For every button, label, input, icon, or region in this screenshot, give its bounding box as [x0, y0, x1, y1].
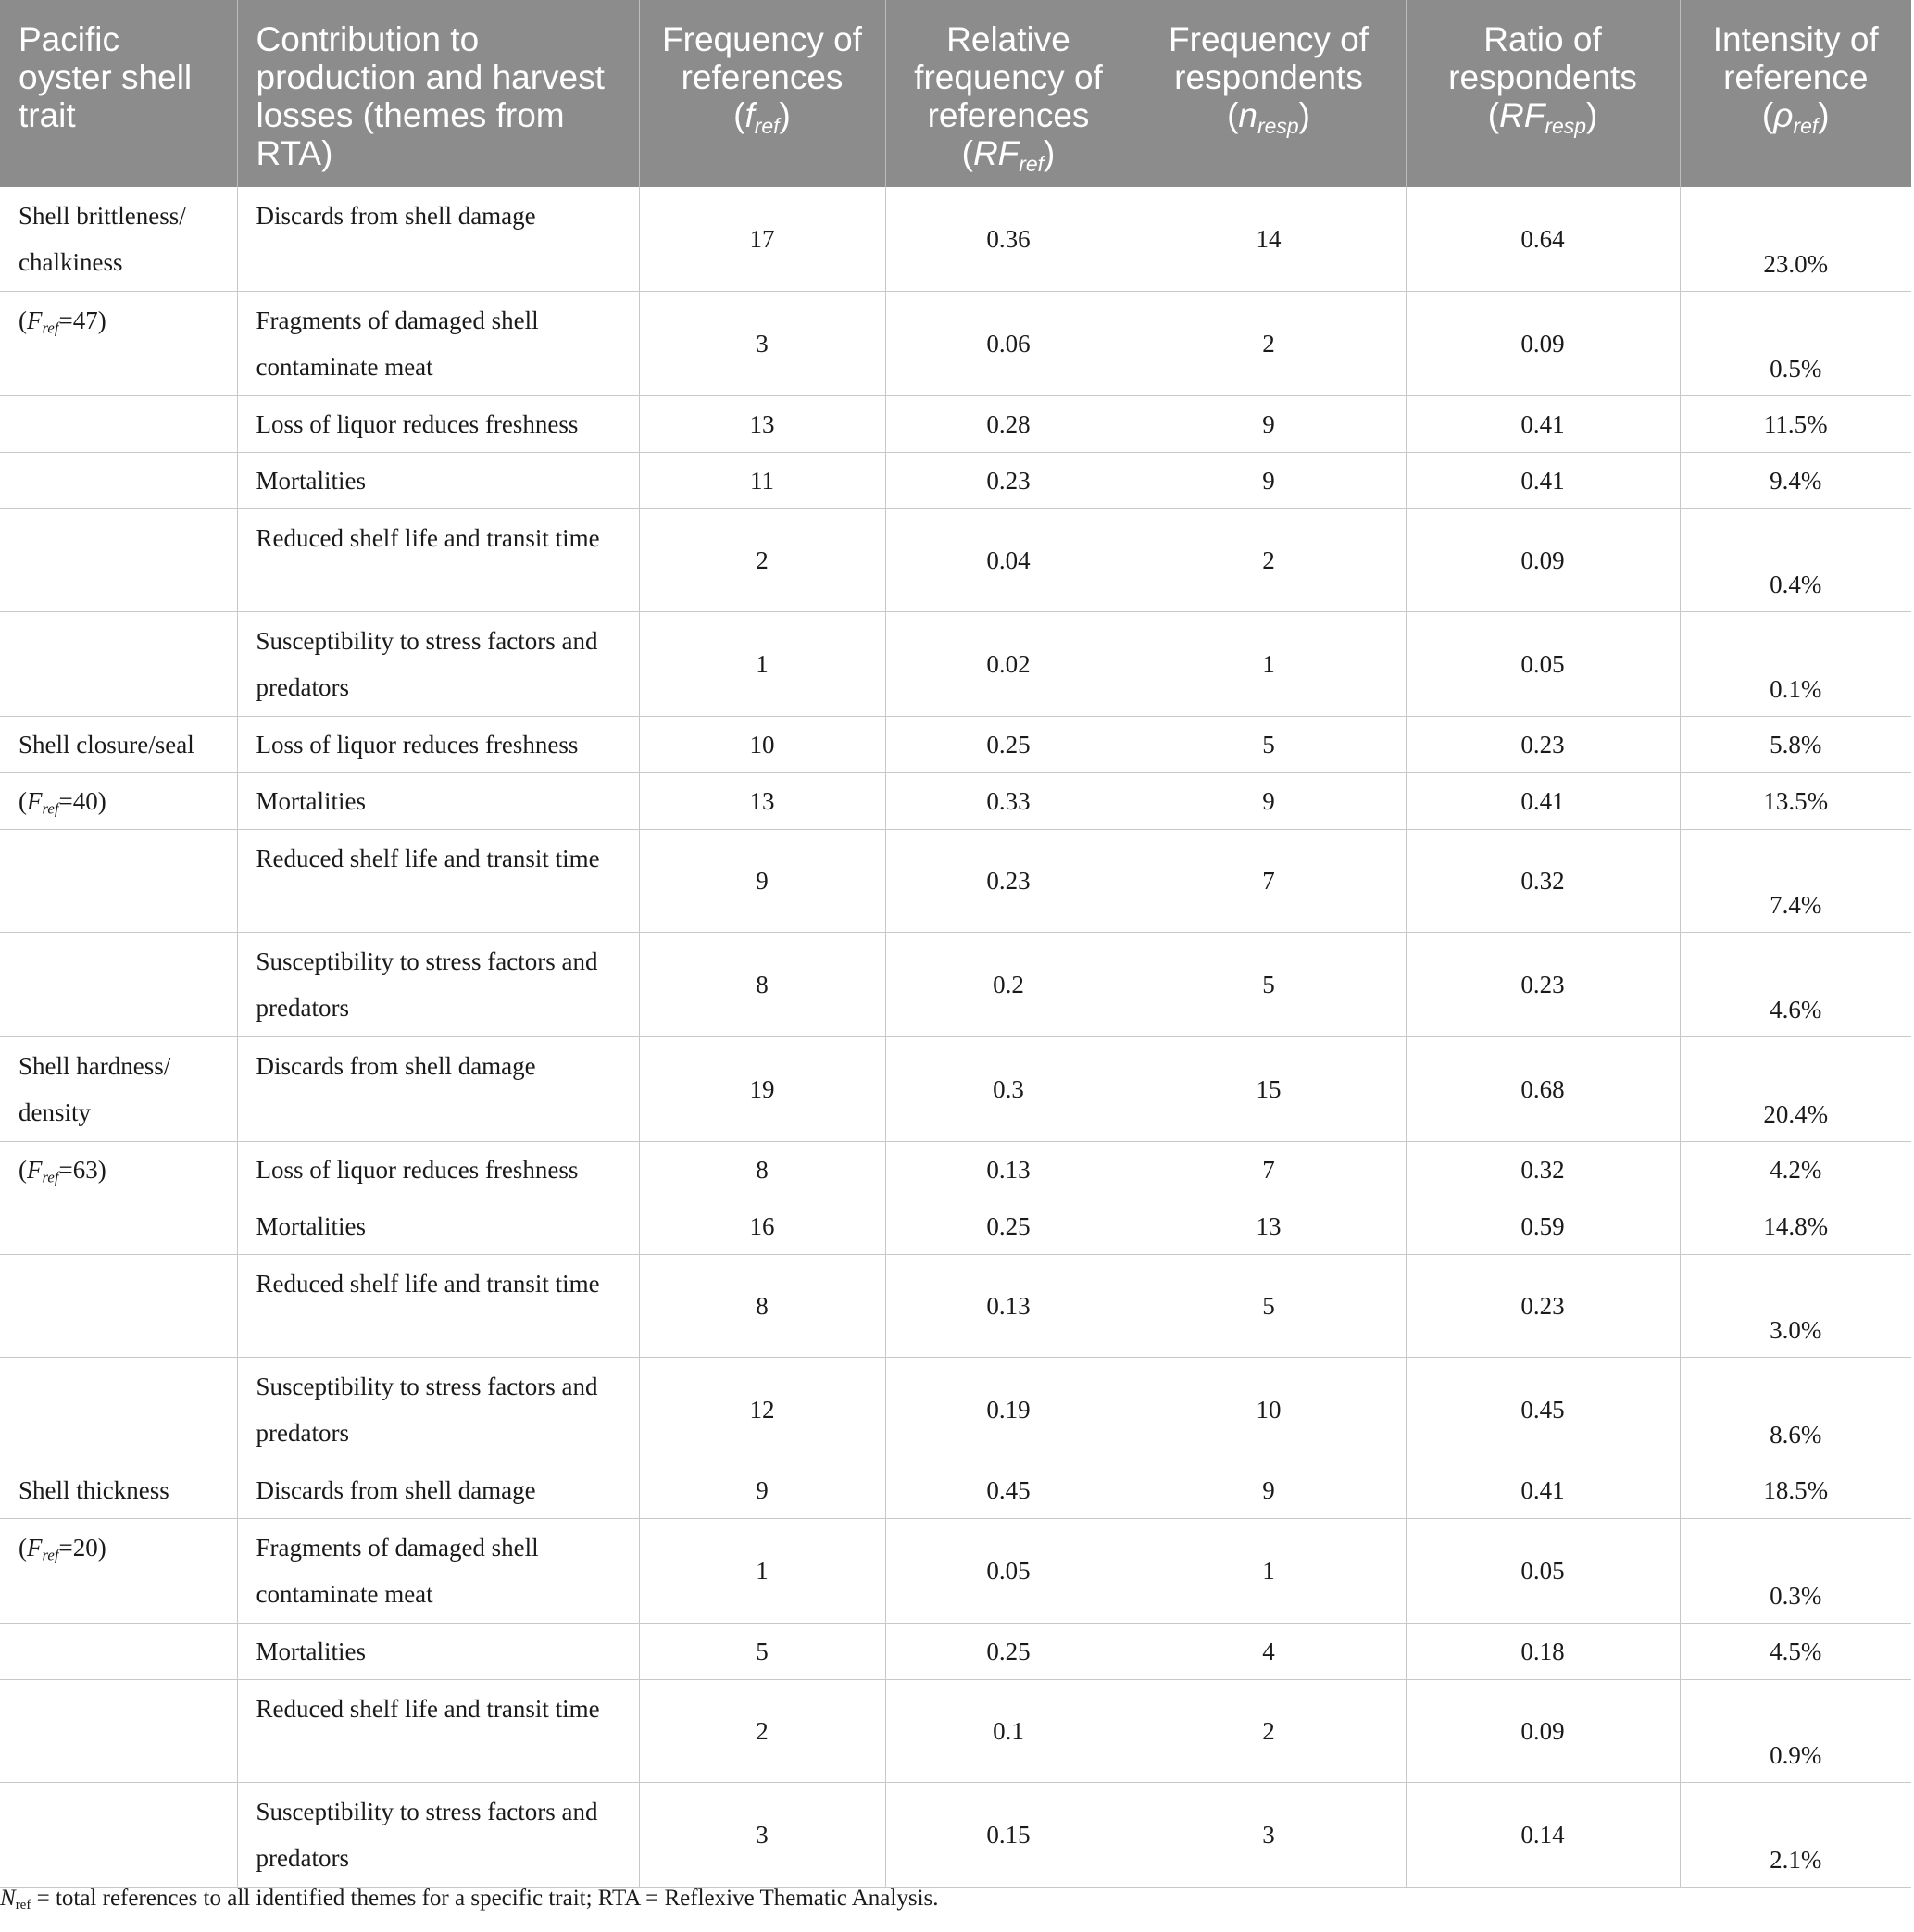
cell-rfresp: 0.59 — [1406, 1198, 1680, 1255]
table-body — [0, 187, 1911, 1888]
cell-fref: 2 — [639, 1680, 885, 1783]
table-row — [0, 1255, 1911, 1358]
cell-trait — [0, 509, 237, 612]
cell-rfresp: 0.32 — [1406, 830, 1680, 933]
cell-trait — [0, 396, 237, 453]
cell-fref: 19 — [639, 1037, 885, 1142]
cell-theme: Reduced shelf life and transit time — [237, 509, 639, 612]
cell-theme: Loss of liquor reduces freshness — [237, 396, 639, 453]
cell-nresp: 7 — [1132, 830, 1406, 933]
cell-intensity: 0.3% — [1680, 1519, 1911, 1624]
cell-nresp: 14 — [1132, 187, 1406, 292]
cell-rfresp: 0.41 — [1406, 773, 1680, 830]
cell-rfref: 0.28 — [885, 396, 1132, 453]
cell-trait — [0, 773, 237, 830]
header-trait: Pacific oyster shell trait — [0, 0, 237, 187]
cell-rfresp: 0.41 — [1406, 396, 1680, 453]
cell-rfref: 0.25 — [885, 1198, 1132, 1255]
cell-fref: 8 — [639, 1255, 885, 1358]
cell-nresp: 3 — [1132, 1783, 1406, 1888]
cell-trait — [0, 1198, 237, 1255]
cell-rfref: 0.2 — [885, 933, 1132, 1037]
cell-fref: 3 — [639, 1783, 885, 1888]
cell-intensity: 11.5% — [1680, 396, 1911, 453]
cell-theme: Discards from shell damage — [237, 187, 639, 292]
cell-intensity: 4.6% — [1680, 933, 1911, 1037]
cell-nresp: 13 — [1132, 1198, 1406, 1255]
table-row — [0, 1462, 1911, 1519]
cell-fref: 1 — [639, 612, 885, 717]
cell-fref: 17 — [639, 187, 885, 292]
cell-trait: Shell brittleness/ chalkiness — [0, 187, 237, 292]
cell-intensity: 7.4% — [1680, 830, 1911, 933]
header-intensity: Intensity of reference (ρref) — [1680, 0, 1911, 187]
cell-rfresp: 0.45 — [1406, 1358, 1680, 1462]
cell-fref: 12 — [639, 1358, 885, 1462]
cell-trait — [0, 1519, 237, 1624]
cell-nresp: 5 — [1132, 933, 1406, 1037]
cell-nresp: 7 — [1132, 1142, 1406, 1198]
cell-nresp: 1 — [1132, 1519, 1406, 1624]
cell-trait — [0, 1783, 237, 1888]
cell-rfref: 0.33 — [885, 773, 1132, 830]
cell-rfresp: 0.05 — [1406, 1519, 1680, 1624]
trait-total: $(F_{ref}=63)$ — [19, 1156, 106, 1186]
cell-theme: Fragments of damaged shell contaminate meat — [237, 1519, 639, 1624]
cell-fref: 3 — [639, 292, 885, 396]
table-footnote: $N_{ref}$ = total references to all identified themes for a specific trait; RTA = Reflexive Thematic Analysis. — [0, 1886, 939, 1913]
cell-fref: 1 — [639, 1519, 885, 1624]
table-row — [0, 717, 1911, 773]
cell-fref: 2 — [639, 509, 885, 612]
trait-total: $(F_{ref}=47)$ — [19, 307, 106, 337]
cell-trait: Shell closure/seal — [0, 717, 237, 773]
cell-rfresp: 0.23 — [1406, 717, 1680, 773]
cell-rfresp: 0.23 — [1406, 933, 1680, 1037]
cell-intensity: 0.5% — [1680, 292, 1911, 396]
cell-nresp: 5 — [1132, 1255, 1406, 1358]
table-row — [0, 1680, 1911, 1783]
cell-rfref: 0.02 — [885, 612, 1132, 717]
cell-rfresp: 0.09 — [1406, 292, 1680, 396]
cell-fref: 16 — [639, 1198, 885, 1255]
cell-trait — [0, 1255, 237, 1358]
cell-nresp: 2 — [1132, 1680, 1406, 1783]
cell-theme: Mortalities — [237, 1624, 639, 1680]
table-row — [0, 933, 1911, 1037]
header-nresp: Frequency of respondents (nresp) — [1132, 0, 1406, 187]
cell-theme: Susceptibility to stress factors and predators — [237, 933, 639, 1037]
cell-fref: 13 — [639, 396, 885, 453]
cell-intensity: 8.6% — [1680, 1358, 1911, 1462]
cell-intensity: 0.1% — [1680, 612, 1911, 717]
table-row — [0, 1037, 1911, 1142]
cell-intensity: 0.9% — [1680, 1680, 1911, 1783]
cell-theme: Loss of liquor reduces freshness — [237, 717, 639, 773]
table-row — [0, 1624, 1911, 1680]
cell-fref: 13 — [639, 773, 885, 830]
table-row — [0, 187, 1911, 292]
table-row — [0, 1358, 1911, 1462]
cell-trait — [0, 830, 237, 933]
cell-rfresp: 0.64 — [1406, 187, 1680, 292]
cell-rfresp: 0.41 — [1406, 453, 1680, 509]
cell-nresp: 9 — [1132, 453, 1406, 509]
cell-nresp: 10 — [1132, 1358, 1406, 1462]
table-row — [0, 830, 1911, 933]
cell-theme: Loss of liquor reduces freshness — [237, 1142, 639, 1198]
table-row — [0, 1198, 1911, 1255]
cell-theme: Susceptibility to stress factors and predators — [237, 1358, 639, 1462]
cell-theme: Reduced shelf life and transit time — [237, 1255, 639, 1358]
cell-nresp: 1 — [1132, 612, 1406, 717]
trait-total: $(F_{ref}=40)$ — [19, 787, 106, 818]
table-row — [0, 453, 1911, 509]
cell-theme: Reduced shelf life and transit time — [237, 830, 639, 933]
cell-trait — [0, 1680, 237, 1783]
cell-rfresp: 0.09 — [1406, 509, 1680, 612]
cell-intensity: 23.0% — [1680, 187, 1911, 292]
cell-fref: 5 — [639, 1624, 885, 1680]
cell-rfref: 0.1 — [885, 1680, 1132, 1783]
cell-rfref: 0.36 — [885, 187, 1132, 292]
cell-theme: Discards from shell damage — [237, 1037, 639, 1142]
cell-nresp: 2 — [1132, 509, 1406, 612]
cell-nresp: 15 — [1132, 1037, 1406, 1142]
header-rfref: Relative frequency of references (RFref) — [885, 0, 1132, 187]
cell-intensity: 20.4% — [1680, 1037, 1911, 1142]
cell-trait — [0, 453, 237, 509]
cell-trait: Shell thickness — [0, 1462, 237, 1519]
cell-rfresp: 0.41 — [1406, 1462, 1680, 1519]
cell-nresp: 9 — [1132, 396, 1406, 453]
cell-rfref: 0.04 — [885, 509, 1132, 612]
table-row — [0, 1519, 1911, 1624]
cell-trait — [0, 933, 237, 1037]
cell-nresp: 9 — [1132, 773, 1406, 830]
table-row — [0, 396, 1911, 453]
cell-intensity: 4.2% — [1680, 1142, 1911, 1198]
cell-theme: Discards from shell damage — [237, 1462, 639, 1519]
table-header — [0, 0, 1911, 187]
cell-nresp: 2 — [1132, 292, 1406, 396]
cell-fref: 8 — [639, 933, 885, 1037]
cell-rfresp: 0.14 — [1406, 1783, 1680, 1888]
cell-trait — [0, 1624, 237, 1680]
cell-rfref: 0.45 — [885, 1462, 1132, 1519]
cell-fref: 10 — [639, 717, 885, 773]
header-rfresp: Ratio of respondents (RFresp) — [1406, 0, 1680, 187]
cell-fref: 9 — [639, 830, 885, 933]
cell-rfresp: 0.18 — [1406, 1624, 1680, 1680]
cell-nresp: 5 — [1132, 717, 1406, 773]
cell-intensity: 4.5% — [1680, 1624, 1911, 1680]
cell-theme: Fragments of damaged shell contaminate meat — [237, 292, 639, 396]
cell-intensity: 14.8% — [1680, 1198, 1911, 1255]
cell-fref: 11 — [639, 453, 885, 509]
cell-theme: Mortalities — [237, 453, 639, 509]
cell-trait: Shell hardness/ density — [0, 1037, 237, 1142]
cell-intensity: 13.5% — [1680, 773, 1911, 830]
cell-trait — [0, 292, 237, 396]
cell-theme: Reduced shelf life and transit time — [237, 1680, 639, 1783]
table-row — [0, 1142, 1911, 1198]
cell-rfresp: 0.68 — [1406, 1037, 1680, 1142]
table-row — [0, 1783, 1911, 1888]
cell-theme: Mortalities — [237, 773, 639, 830]
cell-rfresp: 0.09 — [1406, 1680, 1680, 1783]
table-row — [0, 773, 1911, 830]
table-row — [0, 612, 1911, 717]
cell-rfresp: 0.32 — [1406, 1142, 1680, 1198]
header-theme: Contribution to production and harvest losses (themes from RTA) — [237, 0, 639, 187]
cell-rfref: 0.06 — [885, 292, 1132, 396]
cell-rfref: 0.25 — [885, 717, 1132, 773]
cell-rfref: 0.05 — [885, 1519, 1132, 1624]
cell-intensity: 5.8% — [1680, 717, 1911, 773]
header-fref: Frequency of references (fref) — [639, 0, 885, 187]
trait-total: $(F_{ref}=20)$ — [19, 1534, 106, 1564]
table-row — [0, 292, 1911, 396]
cell-rfref: 0.15 — [885, 1783, 1132, 1888]
cell-trait — [0, 1142, 237, 1198]
cell-theme: Susceptibility to stress factors and predators — [237, 612, 639, 717]
cell-rfref: 0.23 — [885, 830, 1132, 933]
cell-trait — [0, 612, 237, 717]
cell-fref: 8 — [639, 1142, 885, 1198]
cell-intensity: 9.4% — [1680, 453, 1911, 509]
table-row — [0, 509, 1911, 612]
cell-intensity: 3.0% — [1680, 1255, 1911, 1358]
cell-intensity: 2.1% — [1680, 1783, 1911, 1888]
cell-intensity: 0.4% — [1680, 509, 1911, 612]
cell-nresp: 9 — [1132, 1462, 1406, 1519]
cell-rfref: 0.19 — [885, 1358, 1132, 1462]
cell-trait — [0, 1358, 237, 1462]
cell-rfref: 0.13 — [885, 1142, 1132, 1198]
cell-fref: 9 — [639, 1462, 885, 1519]
cell-rfresp: 0.05 — [1406, 612, 1680, 717]
cell-rfref: 0.13 — [885, 1255, 1132, 1358]
cell-theme: Mortalities — [237, 1198, 639, 1255]
cell-theme: Susceptibility to stress factors and predators — [237, 1783, 639, 1888]
cell-rfresp: 0.23 — [1406, 1255, 1680, 1358]
cell-rfref: 0.23 — [885, 453, 1132, 509]
cell-rfref: 0.3 — [885, 1037, 1132, 1142]
cell-nresp: 4 — [1132, 1624, 1406, 1680]
cell-intensity: 18.5% — [1680, 1462, 1911, 1519]
cell-rfref: 0.25 — [885, 1624, 1132, 1680]
